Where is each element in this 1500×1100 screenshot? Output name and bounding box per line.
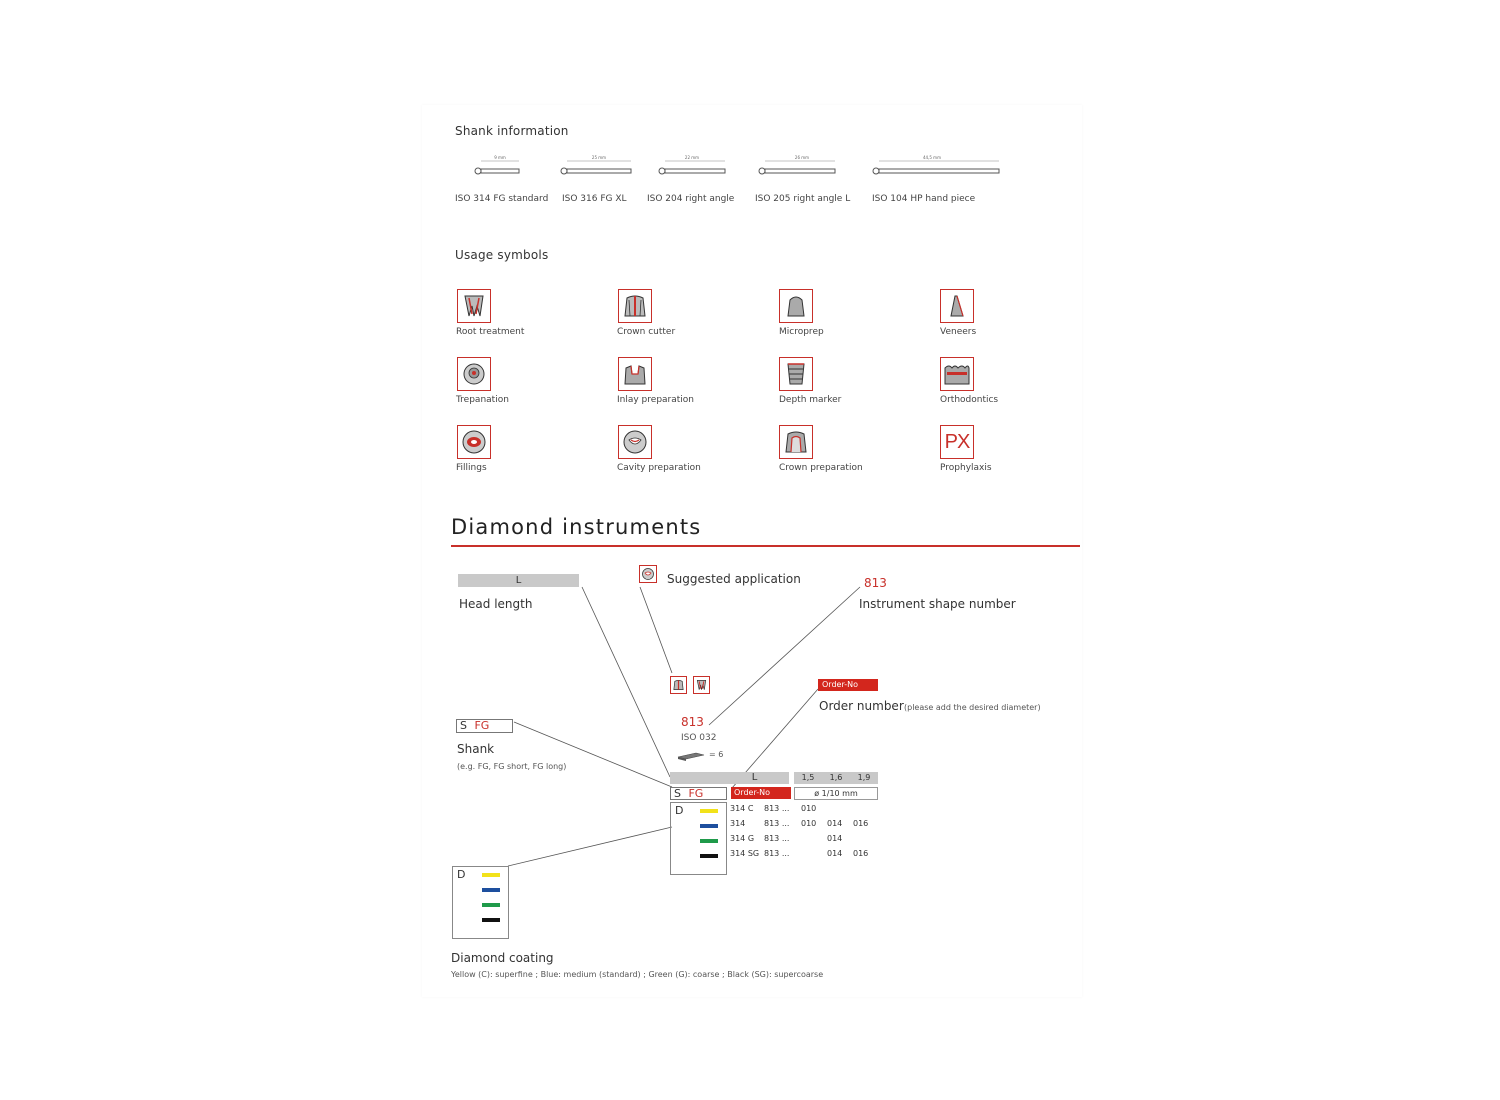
- table-shank-fg: FG: [688, 787, 704, 800]
- row-d2: 014: [827, 834, 843, 843]
- table-row: [730, 849, 890, 861]
- table-shank-s: S: [674, 787, 681, 800]
- pack-icon: [676, 747, 706, 761]
- shank-label: Shank: [457, 742, 495, 756]
- usage-label-trepanation: Trepanation: [456, 395, 509, 405]
- row-d3: 016: [853, 819, 869, 828]
- table-diameter-unit: ø 1/10 mm: [794, 787, 878, 800]
- shank-s: S: [460, 719, 467, 732]
- head-length-label: Head length: [459, 597, 533, 611]
- shank-dim-5: 44,5 mm: [923, 155, 941, 160]
- shank-box: [456, 719, 513, 733]
- crown-cutter-icon-small: [670, 676, 687, 694]
- table-size-header: [794, 772, 878, 784]
- usage-label-depth-marker: Depth marker: [779, 395, 842, 405]
- section-title: Diamond instruments: [451, 515, 702, 539]
- table-swatch-black: [700, 854, 718, 858]
- row-shape: 813 ...: [764, 834, 790, 843]
- shank-label-2: ISO 316 FG XL: [562, 194, 627, 204]
- row-d1: 010: [801, 804, 817, 813]
- row-d2: 014: [827, 819, 843, 828]
- order-number-label: Order number: [819, 699, 904, 713]
- row-shape: 813 ...: [764, 804, 790, 813]
- table-row: [730, 819, 890, 831]
- shank-dim-2: 25 mm: [591, 155, 607, 160]
- shank-dim-4: 26 mm: [794, 155, 810, 160]
- coating-d: D: [457, 868, 466, 881]
- usage-label-prophylaxis: Prophylaxis: [940, 463, 992, 473]
- pack-quantity: = 6: [709, 750, 724, 759]
- table-coating-box: [670, 802, 727, 875]
- prophylaxis-glyph: PX: [944, 430, 970, 453]
- shank-info-heading: Shank information: [455, 124, 569, 138]
- shape-number-code: 813: [864, 576, 887, 590]
- coating-note: Yellow (C): superfine ; Blue: medium (standard) ; Green (G): coarse ; Black (SG): supercoarse: [451, 970, 824, 979]
- connector-lines: [422, 105, 1082, 997]
- table-row: [730, 834, 890, 846]
- suggested-application-icon: [639, 565, 657, 583]
- order-number-note: (please add the desired diameter): [904, 703, 1041, 712]
- size-header-3: 1,9: [857, 773, 871, 782]
- product-iso: ISO 032: [681, 733, 717, 743]
- row-shape: 813 ...: [764, 819, 790, 828]
- row-d1: 010: [801, 819, 817, 828]
- table-coating-d: D: [675, 804, 684, 817]
- usage-symbols-heading: Usage symbols: [455, 248, 549, 262]
- shape-number-label: Instrument shape number: [859, 597, 1016, 611]
- product-code: 813: [681, 715, 704, 729]
- table-length-bar: L: [670, 772, 789, 784]
- row-shape: 813 ...: [764, 849, 790, 858]
- table-order-no-box: Order-No: [731, 787, 791, 799]
- row-code: 314 C: [730, 804, 754, 813]
- size-header-2: 1,6: [829, 773, 843, 782]
- coating-label: Diamond coating: [451, 951, 554, 965]
- coating-legend-box: [452, 866, 509, 939]
- coating-swatch-blue: [482, 888, 500, 892]
- suggested-application-label: Suggested application: [667, 572, 801, 586]
- root-treatment-icon-small: [693, 676, 710, 694]
- shank-label-5: ISO 104 HP hand piece: [872, 194, 976, 204]
- catalog-page: [422, 105, 1082, 997]
- head-length-bar: L: [458, 574, 579, 587]
- shank-note: (e.g. FG, FG short, FG long): [457, 762, 567, 771]
- shank-label-3: ISO 204 right angle: [647, 194, 735, 204]
- usage-label-microprep: Microprep: [779, 327, 824, 337]
- table-swatch-yellow: [700, 809, 718, 813]
- shank-dim-1: 9 mm: [494, 155, 506, 160]
- coating-swatch-green: [482, 903, 500, 907]
- usage-label-inlay-preparation: Inlay preparation: [617, 395, 694, 405]
- table-swatch-blue: [700, 824, 718, 828]
- usage-label-orthodontics: Orthodontics: [940, 395, 999, 405]
- row-d3: 016: [853, 849, 869, 858]
- table-swatch-green: [700, 839, 718, 843]
- shank-dim-3: 22 mm: [684, 155, 700, 160]
- row-code: 314 SG: [730, 849, 760, 858]
- order-number-box: Order-No: [818, 679, 878, 691]
- coating-swatch-black: [482, 918, 500, 922]
- usage-label-crown-cutter: Crown cutter: [617, 327, 676, 337]
- usage-label-crown-preparation: Crown preparation: [779, 463, 863, 473]
- row-code: 314: [730, 819, 746, 828]
- shank-label-1: ISO 314 FG standard: [455, 194, 549, 204]
- usage-label-fillings: Fillings: [456, 463, 487, 473]
- shank-label-4: ISO 205 right angle L: [755, 194, 851, 204]
- usage-label-veneers: Veneers: [940, 327, 977, 337]
- row-d2: 014: [827, 849, 843, 858]
- shank-fg: FG: [474, 719, 490, 732]
- table-row: [730, 804, 890, 816]
- row-code: 314 G: [730, 834, 755, 843]
- size-header-1: 1,5: [801, 773, 815, 782]
- coating-swatch-yellow: [482, 873, 500, 877]
- usage-label-root-treatment: Root treatment: [456, 327, 525, 337]
- usage-label-cavity-preparation: Cavity preparation: [617, 463, 701, 473]
- table-shank-box: [670, 787, 727, 800]
